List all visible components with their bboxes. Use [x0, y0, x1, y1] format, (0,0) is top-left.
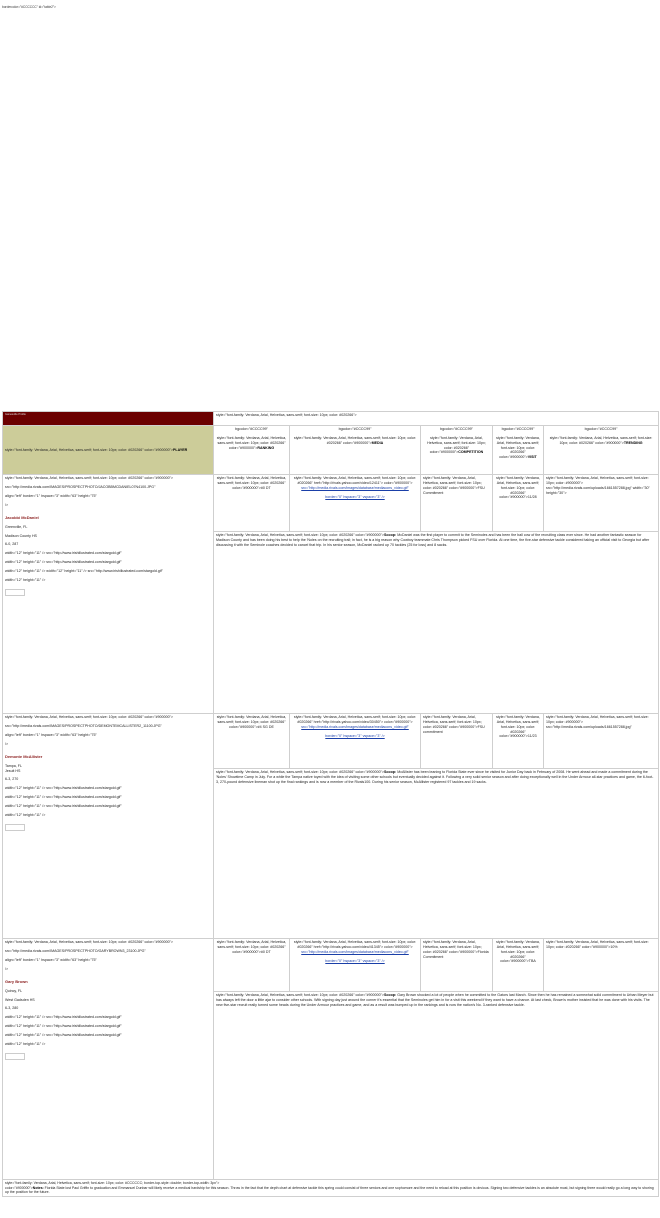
video-link[interactable]: src="http://media.rivals.com/images/database/mediacons_video.gif" [301, 724, 409, 729]
ranking-cell: style="font-family: Verdana, Arial, Helvetica, sans-serif; font-size: 10px; color: #020266" color="#900000">#0 DT [214, 475, 290, 532]
media-cell [290, 475, 421, 532]
media-column-header [290, 426, 421, 475]
scoop-label: Scoop: [384, 533, 397, 537]
scoop-cell [214, 532, 659, 714]
media-cell [290, 939, 421, 992]
title-row [3, 412, 659, 426]
scoop-text: McAllister has been leaning to Florida State ever since he visited for Junior Day back in February of 2008. He went ahead and made a commitment during the 'Noles' Showtime Camp in July. For a while the Tampa native toyed with the idea of visiting some other schools but eventually decided against it. Following a very solid senior season and after doing exceptionally well in the Under Armour all-star practices and game, the 6-foot-3, 270-pound defensive lineman shot up the final rankings and is now a member of the Rivals100. During his senior season, McAllister registered 97 tackles and 19 sacks. [216, 770, 654, 784]
header-style: style="font-family: Verdana, Arial, Helvetica, sans-serif; font-size: 10px; color: #020266" color="#900000"> [549, 435, 653, 445]
player-profile-cell [3, 714, 214, 939]
scoop-cell [214, 992, 659, 1180]
player-photo-close: /> [5, 502, 9, 507]
video-link-attrs[interactable]: border="0" hspace="3" vspace="3" /> [325, 958, 385, 963]
scoop-style: style="font-family: Verdana, Arial, Helvetica, sans-serif; font-size: 10px; color: #020266" color="#900000"> [216, 770, 385, 774]
player-photo-src: src="http://media.rivals.com/IMAGES/PROSPECTPHOTO/GARYBROWN3_23100.JPG" [5, 948, 146, 953]
player-school: Jesuit HS [5, 768, 21, 773]
empty-image-box [5, 589, 25, 596]
star-rating-line: width="12" height="11" /> src="http://www.irishillustrated.com/stargold.gif" [5, 795, 122, 800]
notes-text: Florida State lost Paul Griffin to graduation and Emmanuel Dunbar will likely receive a medical hardship for this season. Throw in the fact that the depth chart at defensive tackle this spring could consist of three seniors and one sophomore and the need to reload at this position is obvious. Signing two defensive tackles is an absolute must, but signing three would really go a long way to shoring up the position for the future. [5, 1185, 654, 1195]
video-link-attrs[interactable]: border="0" hspace="3" vspace="3" /> [325, 494, 385, 499]
notes-style: style="font-family: Verdana, Arial, Helvetica, sans-serif; font-size: 10px; color: #CCCCCC; border-top-style: double; border-top-width: 3px"> [5, 1181, 220, 1185]
scoop-style: style="font-family: Verdana, Arial, Helvetica, sans-serif; font-size: 10px; color: #020266" color="#900000"> [216, 993, 385, 997]
star-rating-line: width="12" height="11" /> src="http://www.irishillustrated.com/stargold.gif" [5, 1024, 122, 1029]
ranking-cell: style="font-family: Verdana, Arial, Helvetica, sans-serif; font-size: 10px; color: #020266" color="#900000">#4 SG DE [214, 714, 290, 769]
scoop-text: McDaniel was the first player to commit to the Seminoles and has been the ball cow of the recruiting class ever since. He had another fantastic season for Madison County and has been doing his best to help the 'Noles on the recruiting trail; in fact, he is a big reason why Cowboy teammate Chris Thompson picked FSU over Florida. At one time, the five-star defensive tackle considered taking an official visit to Georgia but after discussing it with the Seminole coaches decided to cancel that trip. In his senior season, McDaniel racked up 70 tackles (25 for loss) and 8 sacks. [216, 533, 650, 547]
player-row [3, 714, 659, 769]
player-city: Quincy, FL [5, 988, 23, 993]
ranking-column-header [214, 426, 290, 475]
scoop-cell [214, 769, 659, 939]
player-header-label: PLAYER [173, 447, 188, 452]
player-profile-cell [3, 475, 214, 714]
player-photo-close: /> [5, 741, 9, 746]
media-style: style="font-family: Verdana, Arial, Helvetica, sans-serif; font-size: 10px; color: #020266" href="http://rivals.yahoo.com/video/12411"> color="#900000"> [293, 476, 417, 485]
player-city: Greenville, FL [5, 524, 28, 529]
player-style-note: style="font-family: Verdana, Arial, Helvetica, sans-serif; font-size: 10px; color: #020266" color="#900000"> [5, 940, 174, 944]
header-bgcolor: bgcolor="#CCCC99" [235, 427, 268, 431]
competition-cell: style="font-family: Verdana, Arial, Helvetica, sans-serif; font-size: 10px; color: #020266" color="#900000">FSU commitment [421, 714, 493, 769]
notes-cell [3, 1180, 659, 1197]
player-column-header [3, 426, 214, 475]
notes-row [3, 1180, 659, 1197]
player-photo-attrs: align="left" border="1" hspace="3" width="63" height="75" [5, 493, 97, 498]
player-profile-cell [3, 939, 214, 1180]
player-style-note: style="font-family: Verdana, Arial, Helvetica, sans-serif; font-size: 10px; color: #020266" color="#900000"> [5, 715, 174, 719]
trending-column-header [544, 426, 659, 475]
player-photo-src: src="http://media.rivals.com/IMAGES/PROSPECTPHOTO/JACOBBMCDANIEL07N4100.JPG" [5, 484, 156, 489]
visit-cell: style="font-family: Verdana, Arial, Helvetica, sans-serif; font-size: 10px; color: #020266" color="#900000">11/28 [493, 475, 544, 532]
player-size: 6-3, 270 [5, 777, 19, 782]
media-cell [290, 714, 421, 769]
header-bgcolor: bgcolor="#CCCC99" [501, 427, 535, 431]
header-style: style="font-family: Verdana, Arial, Helvetica, sans-serif; font-size: 10px; color: #020266" color="#900000"> [216, 435, 287, 450]
scoop-label: Scoop: [384, 770, 397, 774]
title-bar: Gainesville Profile [3, 412, 214, 426]
star-rating-line: width="12" height="11" /> src="http://www.irishillustrated.com/stargold.gif" [5, 551, 122, 556]
column-header-row [3, 426, 659, 475]
ranking-cell: style="font-family: Verdana, Arial, Helvetica, sans-serif; font-size: 10px; color: #020266" color="#900000">#0 DT [214, 939, 290, 992]
header-style: style="font-family: Verdana, Arial, Helvetica, sans-serif; font-size: 10px; color: #020266" color="#900000"> [293, 435, 417, 445]
trending-cell: style="font-family: Verdana, Arial, Helvetica, sans-serif; font-size: 10px; color: #900000"> src="http://media.rivals.com/uploads/1661557288.jpg" [544, 714, 659, 769]
competition-column-header [421, 426, 493, 475]
star-rating-line: width="12" height="11" /> [5, 1041, 46, 1046]
video-link-attrs[interactable]: border="0" hspace="3" vspace="3" /> [325, 733, 385, 738]
player-photo-attrs: align="left" border="1" hspace="3" width="63" height="75" [5, 732, 97, 737]
player-header-style: style="font-family: Verdana, Arial, Helvetica, sans-serif; font-size: 10px; color: #020266" color="#900000"> [5, 447, 174, 452]
scoop-text: Gary Brown shocked a lot of people when he committed to the Gators last March. Since then he has remained a somewhat solid commitment to Urban Meyer but has always left the door a little ajar to consider other schools. With signing day just around the corner it's essential that the Seminoles get him in for a visit this weekend if they want to have a chance. At last check, Brown's mother insisted that he was done with his visits. The new five-star recruit really turned some heads during the Under Armour practices and game, and as a result was bumped up in the rankings and is now the nation's No. 3-ranked defensive tackle. [216, 993, 654, 1007]
scoop-label: Scoop: [384, 993, 397, 997]
trending-cell: style="font-family: Verdana, Arial, Helvetica, sans-serif; font-size: 10px; color: #020266" color="#900000">10% [544, 939, 659, 992]
ranking-label: RANKING [257, 445, 275, 450]
visit-label: VISIT [527, 455, 537, 460]
visit-cell: style="font-family: Verdana, Arial, Helvetica, sans-serif; font-size: 10px; color: #020266" color="#900000">TBA [493, 939, 544, 992]
star-rating-line: width="12" height="11" /> [5, 577, 46, 582]
recruit-table [2, 411, 659, 1197]
star-rating-line: width="12" height="11" /> src="http://www.irishillustrated.com/stargold.gif" [5, 560, 122, 565]
player-name[interactable]: Demonte McAllister [5, 754, 43, 760]
competition-cell: style="font-family: Verdana, Arial, Helvetica, sans-serif; font-size: 10px; color: #020266" color="#900000">Florida Commitment [421, 939, 493, 992]
media-style: style="font-family: Verdana, Arial, Helvetica, sans-serif; font-size: 10px; color: #020266" href="http://rivals.yahoo.com/video/41345"> color="#900000"> [293, 940, 417, 949]
player-row [3, 475, 659, 532]
player-photo-close: /> [5, 966, 9, 971]
player-photo-src: src="http://media.rivals.com/IMAGES/PROSPECTPHOTO/DEMONTEMCALLISTER2_11100.JPG" [5, 723, 162, 728]
notes-color: color="#900000"> [5, 1185, 33, 1190]
notes-label: Notes: [32, 1185, 44, 1190]
empty-image-box [5, 824, 25, 831]
star-rating-line: width="12" height="11" /> src="http://www.irishillustrated.com/stargold.gif" [5, 803, 122, 808]
star-rating-line: width="12" height="11" /> [5, 812, 46, 817]
player-row [3, 939, 659, 992]
star-rating-line: width="12" height="11" /> src="http://www.irishillustrated.com/stargold.gif" [5, 1015, 122, 1020]
header-bgcolor: bgcolor="#CCCC99" [338, 427, 372, 431]
visit-column-header [493, 426, 544, 475]
competition-label: COMPETITION [458, 450, 484, 455]
player-photo-attrs: align="left" border="1" hspace="3" width="63" height="75" [5, 957, 97, 962]
trending-label: TRENDING [623, 440, 643, 445]
media-style: style="font-family: Verdana, Arial, Helvetica, sans-serif; font-size: 10px; color: #020266" href="http://rivals.yahoo.com/video/30450"> color="#900000"> [293, 715, 417, 724]
video-link[interactable]: src="http://media.rivals.com/images/database/mediacons_video.gif" [301, 485, 409, 490]
header-style: style="font-family: Verdana, Arial, Helvetica, sans-serif; font-size: 10px; color: #020266" color="#900000"> [427, 435, 486, 455]
video-link[interactable]: src="http://media.rivals.com/images/database/mediacons_video.gif" [301, 949, 409, 954]
star-rating-line: width="12" height="11" /> src="http://www.irishillustrated.com/stargold.gif" [5, 1032, 122, 1037]
table-attribute-note: bordercolor="#CCCCCC" id="table2"> [2, 5, 56, 9]
header-bgcolor: bgcolor="#CCCC99" [584, 427, 618, 431]
player-school: West Gadsden HS [5, 997, 35, 1002]
player-size: 6-3, 280 [5, 1006, 19, 1011]
player-style-note: style="font-family: Verdana, Arial, Helvetica, sans-serif; font-size: 10px; color: #020266" color="#900000"> [5, 476, 174, 480]
player-city: Tampa, FL [5, 763, 22, 768]
style-note: style="font-family: Verdana, Arial, Helvetica, sans-serif; font-size: 10px; color: #020266"> [214, 412, 659, 426]
media-label: MEDIA [371, 440, 384, 445]
trending-cell: style="font-family: Verdana, Arial, Helvetica, sans-serif; font-size: 10px; color: #900000"> src="http://media.rivals.com/uploads/1661557288.jpg" width="30" height="30"> [544, 475, 659, 532]
visit-cell: style="font-family: Verdana, Arial, Helvetica, sans-serif; font-size: 10px; color: #020266" color="#900000">11/23 [493, 714, 544, 769]
player-size: 6-0, 287 [5, 542, 19, 547]
star-rating-line: width="12" height="11" /> width="12" height="11" /> src="http://www.irishillustrated.com/stargold.gif" [5, 568, 163, 573]
player-name[interactable]: Gary Brown [5, 979, 28, 985]
player-name[interactable]: Jacobbi McDaniel [5, 515, 39, 521]
star-rating-line: width="12" height="11" /> src="http://www.irishillustrated.com/stargold.gif" [5, 786, 122, 791]
header-style: style="font-family: Verdana, Arial, Helvetica, sans-serif; font-size: 10px; color: #020266" color="#900000"> [496, 435, 540, 460]
scoop-style: style="font-family: Verdana, Arial, Helvetica, sans-serif; font-size: 10px; color: #020266" color="#900000"> [216, 533, 385, 537]
header-bgcolor: bgcolor="#CCCC99" [440, 427, 473, 431]
player-school: Madison County HS [5, 533, 37, 538]
competition-cell: style="font-family: Verdana, Arial, Helvetica, sans-serif; font-size: 10px; color: #020266" color="#900000">FSU Commitment [421, 475, 493, 532]
empty-image-box [5, 1053, 25, 1060]
